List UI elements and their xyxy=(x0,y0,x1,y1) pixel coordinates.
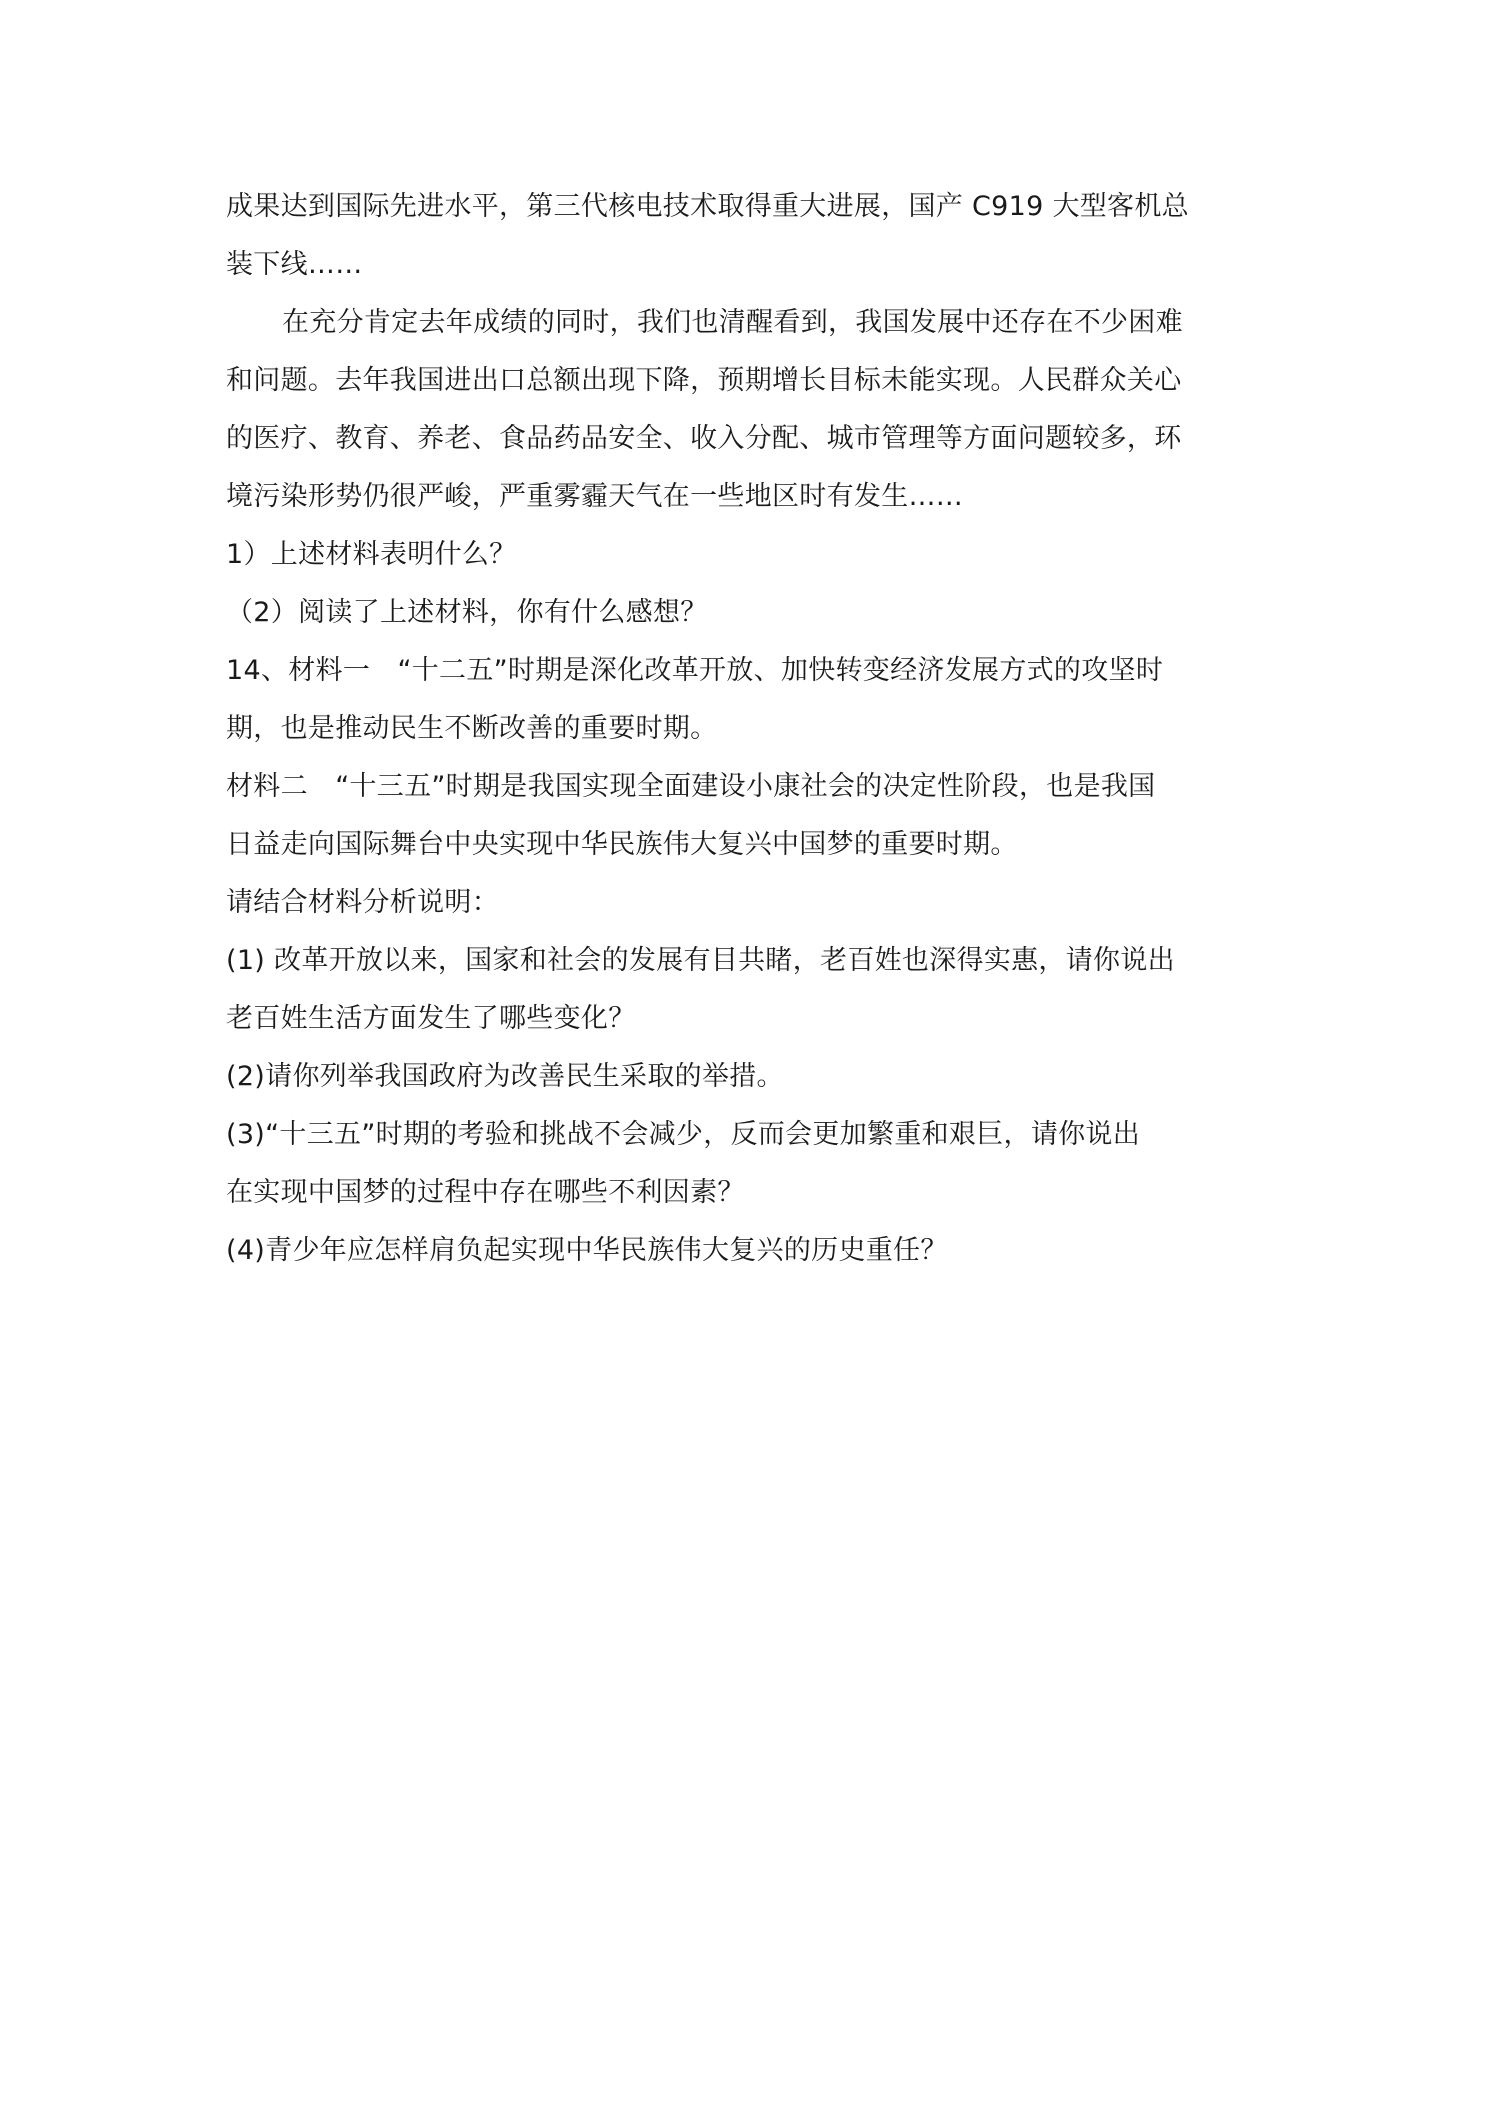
question-line: （2）阅读了上述材料，你有什么感想？ xyxy=(226,597,708,628)
paragraph-line: 装下线…… xyxy=(226,249,363,280)
material-line: 期，也是推动民生不断改善的重要时期。 xyxy=(226,713,718,744)
paragraph-line: 成果达到国际先进水平，第三代核电技术取得重大进展，国产 C919 大型客机总 xyxy=(226,191,1189,222)
paragraph-line: 的医疗、教育、养老、食品药品安全、收入分配、城市管理等方面问题较多，环 xyxy=(226,423,1182,454)
paragraph-line: 境污染形势仍很严峻，严重雾霾天气在一些地区时有发生…… xyxy=(226,481,964,512)
material-line: 14、材料一 “十二五”时期是深化改革开放、加快转变经济发展方式的攻坚时 xyxy=(226,655,1164,686)
question-line: 老百姓生活方面发生了哪些变化？ xyxy=(226,1003,636,1034)
question-line: (1) 改革开放以来，国家和社会的发展有目共睹，老百姓也深得实惠，请你说出 xyxy=(226,945,1175,976)
material-line: 日益走向国际舞台中央实现中华民族伟大复兴中国梦的重要时期。 xyxy=(226,829,1018,860)
question-line: (2)请你列举我国政府为改善民生采取的举措。 xyxy=(226,1061,784,1092)
question-line: 在实现中国梦的过程中存在哪些不利因素？ xyxy=(226,1177,745,1208)
document-body xyxy=(226,178,1266,1280)
question-line: 1）上述材料表明什么？ xyxy=(226,539,517,570)
question-line: (3)“十三五”时期的考验和挑战不会减少，反而会更加繁重和艰巨，请你说出 xyxy=(226,1119,1141,1150)
question-line: (4)青少年应怎样肩负起实现中华民族伟大复兴的历史重任？ xyxy=(226,1235,948,1266)
paragraph-line: 和问题。去年我国进出口总额出现下降，预期增长目标未能实现。人民群众关心 xyxy=(226,365,1182,396)
instruction-line: 请结合材料分析说明： xyxy=(226,887,499,918)
material-line: 材料二 “十三五”时期是我国实现全面建设小康社会的决定性阶段，也是我国 xyxy=(226,771,1156,802)
paragraph-line: 在充分肯定去年成绩的同时，我们也清醒看到，我国发展中还存在不少困难 xyxy=(282,307,1183,338)
